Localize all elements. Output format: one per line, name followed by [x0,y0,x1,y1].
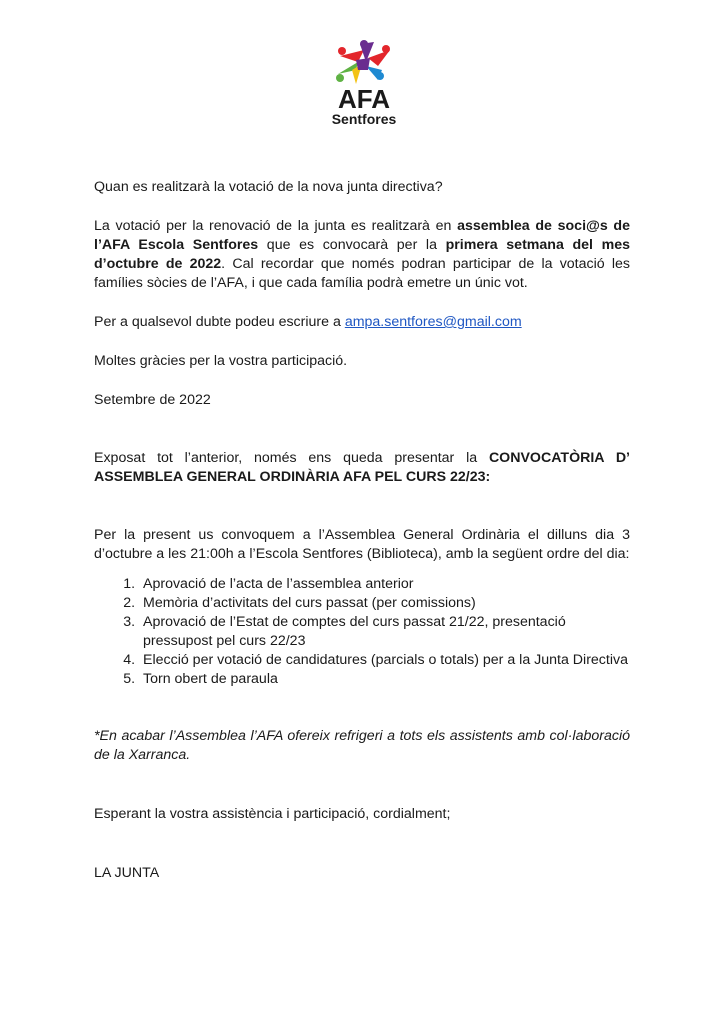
date-paragraph: Setembre de 2022 [94,392,211,408]
agenda-item: 2. Memòria d’activitats del curs passat (per comissions) [139,594,630,613]
vote-text-1: La votació per la renovació de la junta es realitzarà en [94,218,458,234]
logo-title: AFA [338,84,390,114]
afa-star-icon [334,40,394,86]
convocation-paragraph [94,449,630,487]
vote-bold-1: assemblea de soci@s de l’AFA Escola Sentfores [94,218,630,253]
email-link[interactable]: ampa.sentfores@gmail.com [344,314,522,330]
agenda-item: 5. Torn obert de paraula [139,670,630,689]
agenda-item: 4. Elecció per votació de candidatures (parcials o totals) per a la Junta Directiva [139,651,630,670]
agenda-list [94,575,630,689]
vote-paragraph [94,217,630,293]
question-heading: Quan es realitzarà la votació de la nova junta directiva? [94,179,443,195]
document-body [94,178,630,883]
vote-text-2: que es convocarà per la [258,237,446,253]
agenda-item: 1. Aprovació de l’acta de l’assemblea anterior [139,575,630,594]
thanks-paragraph: Moltes gràcies per la vostra participació. [94,353,348,369]
afa-logo [322,40,406,132]
contact-paragraph [94,313,630,332]
vote-bold-2: primera setmana del mes d’octubre de 2022 [94,237,631,272]
contact-text: Per a qualsevol dubte podeu escriure a [94,314,345,330]
refreshment-note: *En acabar l’Assemblea l’AFA ofereix refrigeri a tots els assistents amb col·laboració de la Xarranca. [94,728,630,763]
convocation-text: Exposat tot l’anterior, només ens queda presentar la [94,450,489,466]
meeting-paragraph: Per la present us convoquem a l’Assemblea General Ordinària el dilluns dia 3 d’octubre a les 21:00h a l’Escola Sentfores (Biblioteca), amb la següent ordre del dia: [94,527,630,562]
vote-text-3: . Cal recordar que només podran participar de la votació les famílies sòcies de l’AFA, i que cada família podrà emetre un únic vot. [94,256,630,291]
signature: LA JUNTA [94,865,160,881]
logo-subtitle: Sentfores [331,111,397,127]
agenda-item: 3. Aprovació de l’Estat de comptes del curs passat 21/22, presentació pressupost pel curs 22/23 [139,613,630,651]
closing-paragraph: Esperant la vostra assistència i participació, cordialment; [94,806,451,822]
convocation-title: CONVOCATÒRIA D’ ASSEMBLEA GENERAL ORDINÀRIA AFA PEL CURS 22/23: [94,450,631,485]
